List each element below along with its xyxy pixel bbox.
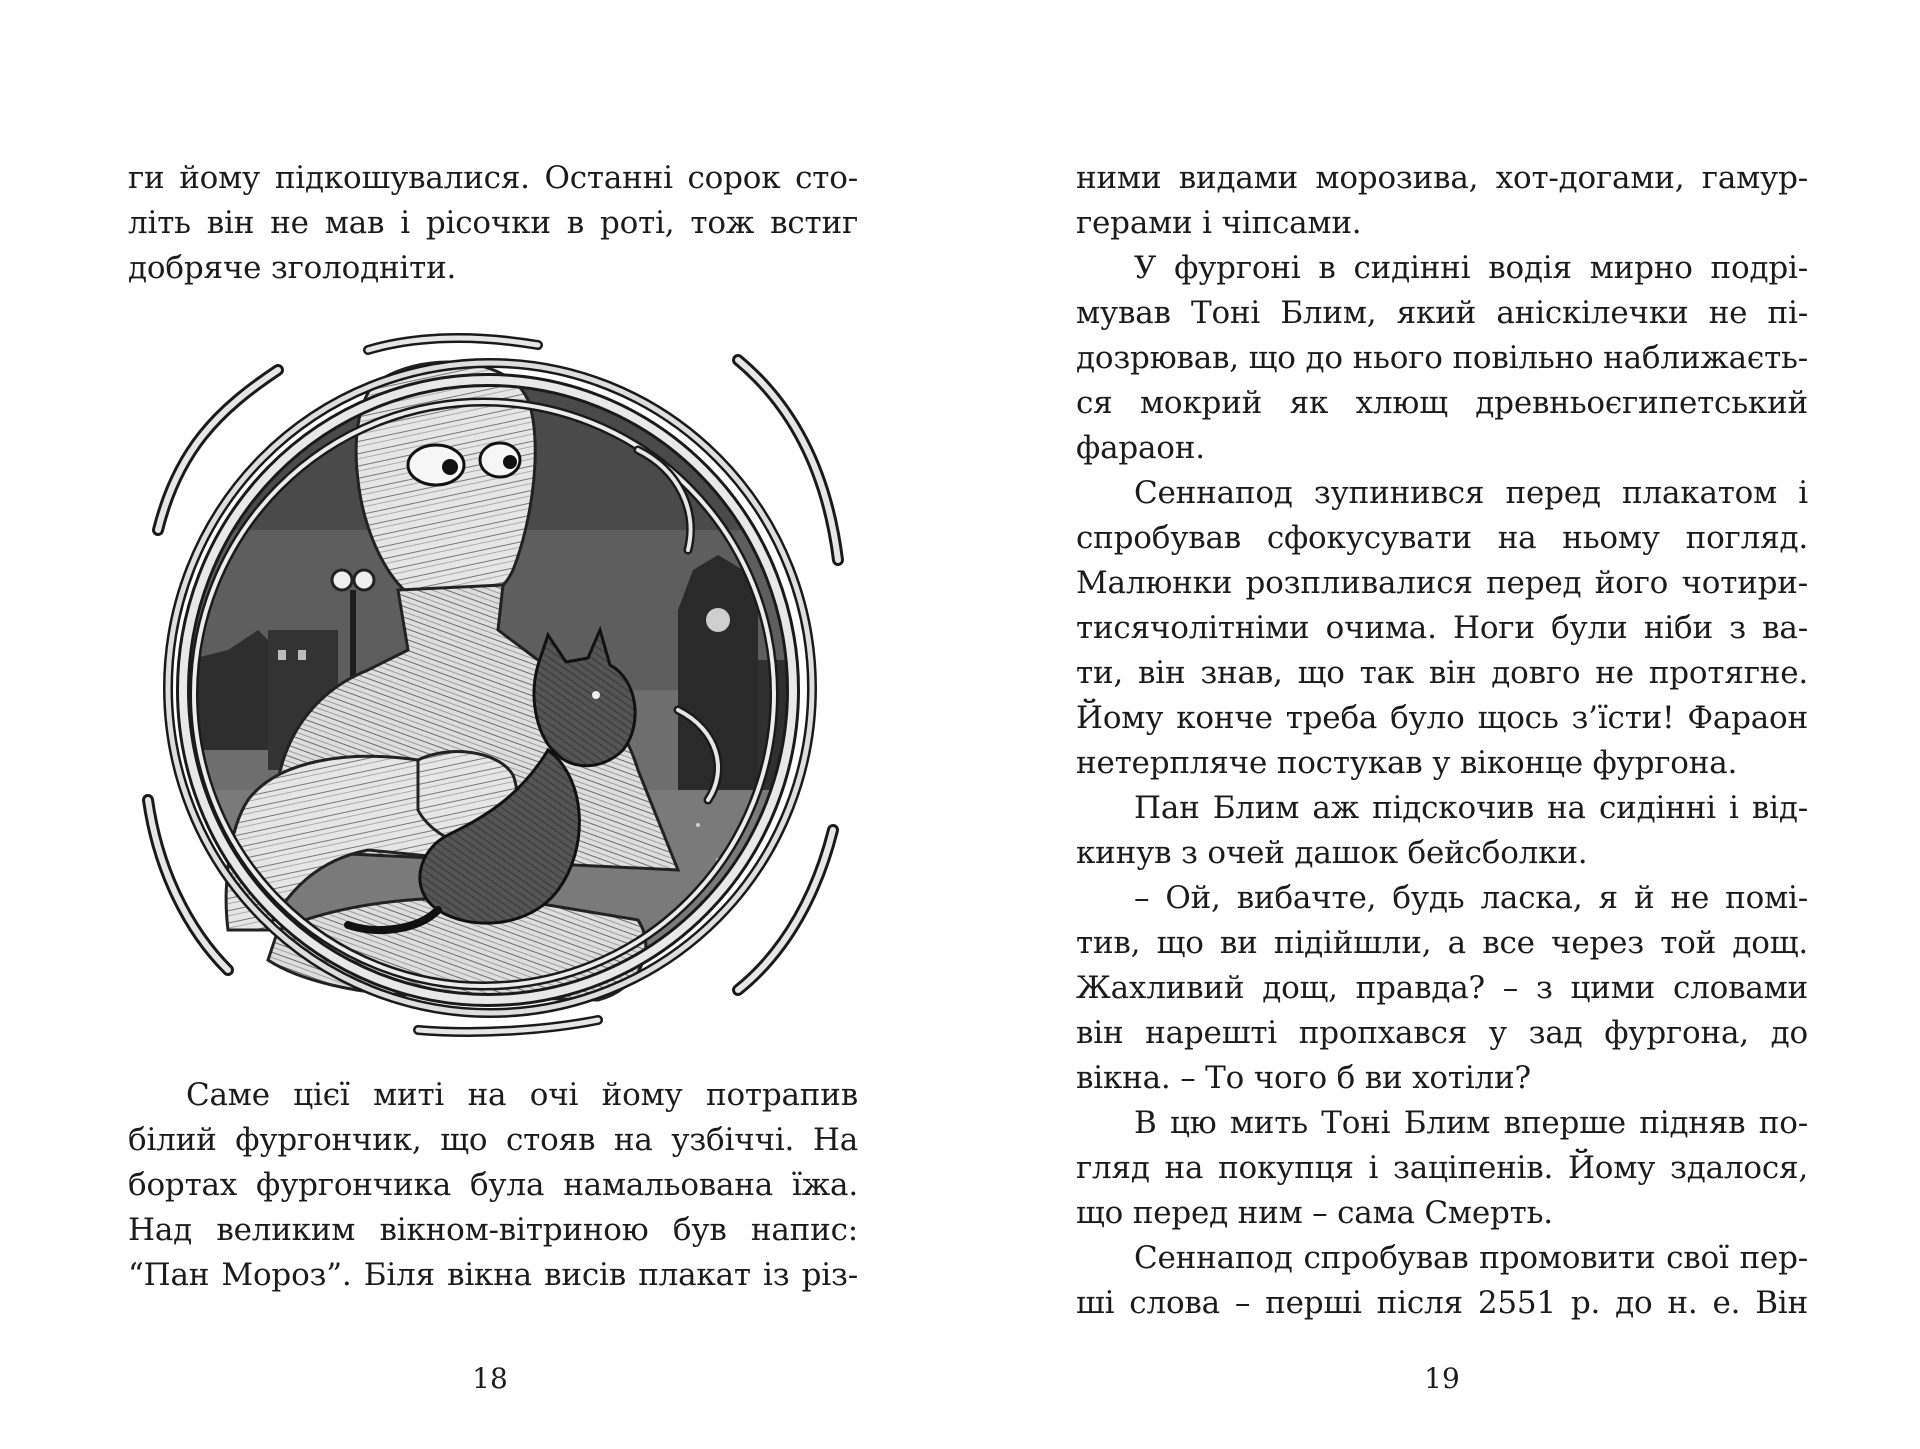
text-line: спробував сфокусувати на ньому погляд.: [1076, 520, 1808, 556]
text-line: ші слова – перші після 2551 р. до н. е. Він: [1076, 1285, 1808, 1321]
right-text: [1076, 156, 1808, 1326]
page-number: 18: [472, 1362, 508, 1395]
left-bottom-paragraph: [128, 1073, 858, 1298]
text-line: Сеннапод спробував промовити свої пер-: [1134, 1240, 1808, 1276]
text-line: – Ой, вибачте, будь ласка, я й не помі-: [1134, 880, 1808, 916]
text-line: бортах фургончика була намальована їжа.: [128, 1167, 858, 1203]
text-line: кинув з очей дашок бейсболки.: [1076, 835, 1588, 871]
text-line: вікна. – То чого б ви хотіли?: [1076, 1060, 1531, 1096]
text-line: ними видами морозива, хот-догами, гамур-: [1076, 160, 1808, 196]
text-line: тив, що ви підійшли, а все через той дощ.: [1076, 925, 1808, 961]
text-line: В цю мить Тоні Блим вперше підняв по-: [1134, 1105, 1808, 1141]
text-line: білий фургончик, що стояв на узбіччі. На: [128, 1122, 858, 1158]
text-line: літь він не мав і рісочки в роті, тож встиг: [128, 205, 858, 241]
text-line: ся мокрий як хлющ древньоєгипетський: [1076, 385, 1808, 421]
text-line: “Пан Мороз”. Біля вікна висів плакат із різ-: [128, 1257, 858, 1293]
text-line: фараон.: [1076, 430, 1205, 466]
text-line: ги йому підкошувалися. Останні сорок сто-: [128, 160, 858, 196]
text-line: гляд на покупця і заціпенів. Йому здалося,: [1076, 1150, 1808, 1186]
left-top-paragraph: [128, 156, 858, 291]
text-line: Жахливий дощ, правда? – з цими словами: [1076, 970, 1808, 1006]
text-line: ти, він знав, що так він довго не протягне.: [1076, 655, 1808, 691]
text-line: добряче зголодніти.: [128, 250, 457, 286]
text-line: що перед ним – сама Смерть.: [1076, 1195, 1553, 1231]
text-line: він нарешті пропхався у зад фургона, до: [1076, 1015, 1808, 1051]
text-line: герами і чіпсами.: [1076, 205, 1362, 241]
text-line: мував Тоні Блим, який аніскілечки не пі-: [1076, 295, 1808, 331]
mummy-illustration: [118, 330, 858, 1040]
text-line: Сеннапод зупинився перед плакатом і: [1134, 475, 1808, 511]
text-line: Малюнки розпливалися перед його чотири-: [1076, 565, 1808, 601]
text-line: Над великим вікном-вітриною був напис:: [128, 1212, 858, 1248]
text-line: Саме цієї миті на очі йому потрапив: [186, 1077, 858, 1113]
text-line: У фургоні в сидінні водія мирно подрі-: [1134, 250, 1808, 286]
text-line: Пан Блим аж підскочив на сидінні і від-: [1134, 790, 1808, 826]
text-line: тисячолітніми очима. Ноги були ніби з ва-: [1076, 610, 1808, 646]
right-page: [960, 0, 1920, 1449]
text-line: Йому конче треба було щось з’їсти! Фараон: [1076, 700, 1808, 736]
text-line: дозрював, що до нього повільно наближаєть-: [1076, 340, 1808, 376]
text-line: нетерпляче постукав у віконце фургона.: [1076, 745, 1738, 781]
page-number: 19: [1424, 1362, 1460, 1395]
